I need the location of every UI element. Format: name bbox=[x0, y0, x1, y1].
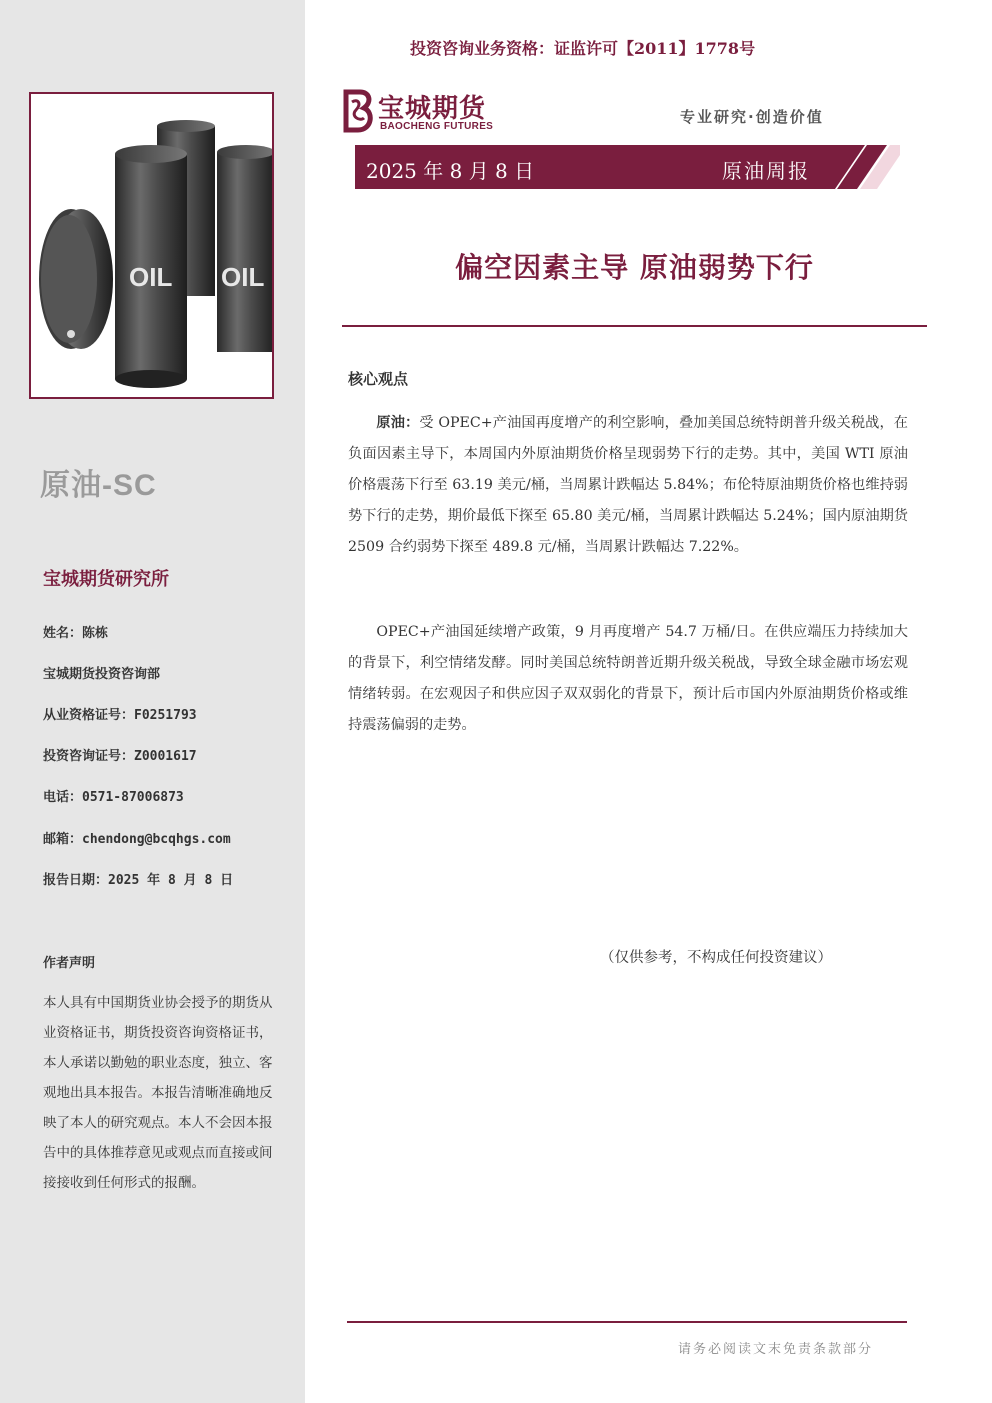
report-title: 偏空因素主导 原油弱势下行 bbox=[455, 251, 814, 284]
banner-report-type: 原油周报 bbox=[722, 159, 810, 183]
institute-name: 宝城期货研究所 bbox=[43, 569, 169, 590]
email: 邮箱：chendong@bcqhgs.com bbox=[43, 832, 231, 847]
phone: 电话：0571-87006873 bbox=[43, 790, 184, 805]
sidebar bbox=[0, 0, 305, 1403]
paragraph-crude-summary bbox=[348, 408, 908, 563]
investment-disclaimer-note: （仅供参考，不构成任何投资建议） bbox=[600, 950, 832, 966]
department: 宝城期货投资咨询部 bbox=[43, 667, 161, 682]
consulting-license-number: 投资咨询证号：Z0001617 bbox=[43, 749, 197, 764]
footer-divider bbox=[347, 1321, 907, 1323]
slogan: 专业研究·创造价值 bbox=[680, 108, 824, 126]
paragraph-opec-outlook: OPEC+产油国延续增产政策，9 月再度增产 54.7 万桶/日。在供应端压力持续加大的背景下，利空情绪发酵。同时美国总统特朗普近期升级关税战，导致全球金融市场宏观情绪转弱。在宏观因子和供应因子双双弱化的背景下，预计后市国内外原油期货价格或维持震荡偏弱的走势。 bbox=[348, 624, 908, 733]
oil-barrels-photo bbox=[29, 92, 274, 399]
qualification-number: 从业资格证号：F0251793 bbox=[43, 708, 197, 723]
banner-date: 2025 年 8 月 8 日 bbox=[366, 159, 535, 183]
footer-note: 请务必阅读文末免责条款部分 bbox=[678, 1342, 874, 1357]
section-title-core-view: 核心观点 bbox=[348, 370, 409, 388]
company-logo-icon bbox=[340, 88, 376, 134]
declaration-title: 作者声明 bbox=[43, 956, 96, 971]
declaration-body: 本人具有中国期货业协会授予的期货从业资格证书，期货投资咨询资格证书，本人承诺以勤勉的职业态度，独立、客观地出具本报告。本报告清晰准确地反映了本人的研究观点。本人不会因本报告中的具体推荐意见或观点而直接或间接接收到任何形式的报酬。 bbox=[43, 995, 273, 1191]
logo-text-en: BAOCHENG FUTURES bbox=[380, 121, 494, 132]
report-date: 报告日期：2025 年 8 月 8 日 bbox=[43, 873, 234, 888]
product-name: 原油-SC bbox=[40, 469, 157, 502]
license-text: 投资咨询业务资格：证监许可【2011】1778号 bbox=[410, 39, 756, 58]
paragraph-body: 受 OPEC+产油国再度增产的利空影响，叠加美国总统特朗普升级关税战，在负面因素主导下，本周国内外原油期货价格呈现弱势下行的走势。其中，美国 WTI 原油价格震荡下行至 63.19 美元/桶，当周累计跌幅达 5.84%；布伦特原油期货价格也维持弱势下行的走势，期价最低下探至 65.80 美元/桶，当周累计跌幅达 5.24%；国内原油期货 2509 合约弱势下探至 489.8 元/桶，当周累计跌幅达 7.22%。 bbox=[348, 415, 908, 555]
barrel-label-center: OIL bbox=[129, 262, 173, 292]
oil-barrels-illustration bbox=[31, 94, 272, 397]
barrel-label-right: OIL bbox=[221, 262, 265, 292]
title-divider bbox=[342, 325, 927, 327]
logo-text-cn: 宝城期货 bbox=[378, 94, 487, 124]
analyst-name: 姓名：陈栋 bbox=[43, 626, 109, 641]
paragraph-lead: 原油： bbox=[376, 415, 420, 431]
